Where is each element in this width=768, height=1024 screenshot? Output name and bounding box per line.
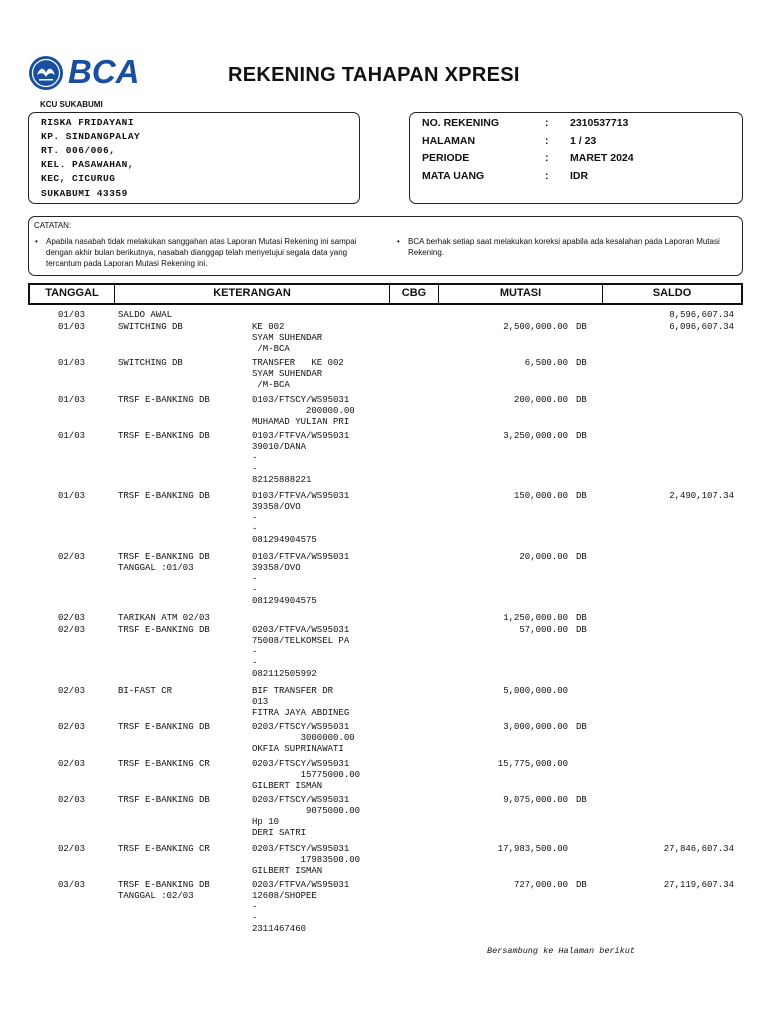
notes-title: CATATAN: <box>34 221 72 230</box>
transaction-date: 01/03 <box>58 491 86 501</box>
debit-flag: DB <box>576 395 587 405</box>
transaction-date: 03/03 <box>58 880 86 890</box>
note-text: BCA berhak setiap saat melakukan koreksi apabila ada kesalahan pada Laporan Mutasi Rekening. <box>408 237 720 257</box>
transaction-type: TARIKAN ATM 02/03 <box>118 613 210 623</box>
bca-wordmark: BCA <box>68 53 140 90</box>
transaction-date: 01/03 <box>58 322 86 332</box>
bullet-icon: • <box>397 237 400 246</box>
customer-address-box <box>28 112 360 204</box>
transaction-balance: 8,596,607.34 <box>669 310 734 320</box>
debit-flag: DB <box>576 795 587 805</box>
row-separator: : <box>545 152 549 164</box>
debit-flag: DB <box>576 491 587 501</box>
transaction-type: TRSF E-BANKING DB TANGGAL :02/03 <box>118 880 210 901</box>
page-number: 1 / 23 <box>570 135 597 147</box>
bca-logo-icon <box>28 55 64 91</box>
transaction-amount: 3,000,000.00 <box>503 722 568 732</box>
transaction-date: 02/03 <box>58 795 86 805</box>
account-info-box <box>409 112 743 204</box>
transaction-type: TRSF E-BANKING DB <box>118 795 210 805</box>
transaction-amount: 9,075,000.00 <box>503 795 568 805</box>
transaction-balance: 2,490,107.34 <box>669 491 734 501</box>
debit-flag: DB <box>576 613 587 623</box>
continued-note: Bersambung ke Halaman berikut <box>487 946 635 956</box>
transaction-amount: 57,000.00 <box>519 625 568 635</box>
address-line: KP. SINDANGPALAY <box>41 131 141 142</box>
table-header <box>28 283 743 305</box>
address-line: SUKABUMI 43359 <box>41 188 128 199</box>
transaction-detail: 0203/FTFVA/WS95031 12608/SHOPEE - - 2311467460 <box>252 880 350 934</box>
transaction-detail: 0203/FTSCY/WS95031 3000000.00 OKFIA SUPRINAWATI <box>252 722 355 754</box>
transaction-date: 02/03 <box>58 759 86 769</box>
row-label: NO. REKENING <box>422 117 500 129</box>
transaction-date: 01/03 <box>58 310 86 320</box>
row-label: HALAMAN <box>422 135 476 147</box>
statement-title: REKENING TAHAPAN XPRESI <box>228 64 520 86</box>
transaction-detail: BIF TRANSFER DR 013 FITRA JAYA ABDINEG <box>252 686 350 718</box>
period: MARET 2024 <box>570 152 634 164</box>
debit-flag: DB <box>576 431 587 441</box>
row-separator: : <box>545 135 549 147</box>
transaction-date: 01/03 <box>58 358 86 368</box>
transaction-type: TRSF E-BANKING DB <box>118 395 210 405</box>
transaction-amount: 200,000.00 <box>513 395 568 405</box>
transaction-type: BI-FAST CR <box>118 686 173 696</box>
debit-flag: DB <box>576 880 587 890</box>
customer-name: RISKA FRIDAYANI <box>41 117 135 128</box>
note-item <box>35 236 380 269</box>
column-header-balance: SALDO <box>652 287 692 299</box>
transaction-amount: 727,000.00 <box>513 880 568 890</box>
transaction-type: SWITCHING DB <box>118 322 183 332</box>
transaction-amount: 1,250,000.00 <box>503 613 568 623</box>
column-header-mutation: MUTASI <box>439 285 603 303</box>
transaction-detail: KE 002 SYAM SUHENDAR /M-BCA <box>252 322 323 354</box>
row-separator: : <box>545 117 549 129</box>
column-header-branch: CBG <box>390 285 439 303</box>
transaction-type: SWITCHING DB <box>118 358 183 368</box>
transaction-date: 01/03 <box>58 431 86 441</box>
transaction-detail: 0203/FTSCY/WS95031 17983500.00 GILBERT ISMAN <box>252 844 361 876</box>
row-label: PERIODE <box>422 152 470 164</box>
currency: IDR <box>570 170 589 182</box>
transaction-amount: 3,250,000.00 <box>503 431 568 441</box>
debit-flag: DB <box>576 625 587 635</box>
debit-flag: DB <box>576 358 587 368</box>
transaction-amount: 17,983,500.00 <box>497 844 568 854</box>
transaction-date: 02/03 <box>58 722 86 732</box>
debit-flag: DB <box>576 552 587 562</box>
transaction-amount: 20,000.00 <box>519 552 568 562</box>
transaction-amount: 15,775,000.00 <box>497 759 568 769</box>
transaction-detail: 0203/FTSCY/WS95031 15775000.00 GILBERT ISMAN <box>252 759 361 791</box>
account-number: 2310537713 <box>570 117 629 129</box>
transaction-amount: 2,500,000.00 <box>503 322 568 332</box>
transaction-detail: 0103/FTFVA/WS95031 39010/DANA - - 82125888221 <box>252 431 350 485</box>
transaction-date: 01/03 <box>58 395 86 405</box>
column-header-description: KETERANGAN <box>115 285 390 303</box>
transaction-detail: 0203/FTSCY/WS95031 9075000.00 Hp 10 DERI SATRI <box>252 795 361 838</box>
transaction-detail: 0103/FTFVA/WS95031 39358/OVO - - 081294904575 <box>252 491 350 545</box>
transaction-date: 02/03 <box>58 613 86 623</box>
transaction-detail: 0103/FTFVA/WS95031 39358/OVO - - 081294904575 <box>252 552 350 606</box>
transaction-date: 02/03 <box>58 625 86 635</box>
transaction-type: TRSF E-BANKING DB <box>118 722 210 732</box>
transaction-detail: TRANSFER KE 002 SYAM SUHENDAR /M-BCA <box>252 358 344 390</box>
transaction-type: TRSF E-BANKING DB <box>118 431 210 441</box>
notes-box <box>28 216 743 276</box>
note-text: Apabila nasabah tidak melakukan sanggahan atas Laporan Mutasi Rekening ini sampai dengan akhir bulan berikutnya, nasabah dianggap telah menyetujui segala data yang tercantum pada Laporan Mutasi Rekening ini. <box>46 237 357 268</box>
transaction-type: TRSF E-BANKING DB <box>118 625 210 635</box>
column-header-date: TANGGAL <box>30 285 115 303</box>
debit-flag: DB <box>576 722 587 732</box>
address-line: KEL. PASAWAHAN, <box>41 159 135 170</box>
transaction-type: TRSF E-BANKING CR <box>118 759 210 769</box>
transaction-type: TRSF E-BANKING DB TANGGAL :01/03 <box>118 552 210 573</box>
transaction-amount: 6,500.00 <box>524 358 568 368</box>
transaction-date: 02/03 <box>58 686 86 696</box>
transaction-amount: 5,000,000.00 <box>503 686 568 696</box>
address-line: KEC, CICURUG <box>41 173 116 184</box>
row-separator: : <box>545 170 549 182</box>
transaction-type: SALDO AWAL <box>118 310 173 320</box>
transaction-date: 02/03 <box>58 552 86 562</box>
row-label: MATA UANG <box>422 170 485 182</box>
address-line: RT. 006/006, <box>41 145 116 156</box>
bca-logo <box>28 55 146 91</box>
bullet-icon: • <box>35 237 38 246</box>
transaction-detail: 0203/FTFVA/WS95031 75008/TELKOMSEL PA - - 082112505992 <box>252 625 350 679</box>
transaction-balance: 27,119,607.34 <box>663 880 734 890</box>
branch-name: KCU SUKABUMI <box>40 100 103 109</box>
transaction-balance: 27,846,607.34 <box>663 844 734 854</box>
transaction-date: 02/03 <box>58 844 86 854</box>
note-item <box>397 236 739 258</box>
transaction-detail: 0103/FTSCY/WS95031 200000.00 MUHAMAD YULIAN PRI <box>252 395 355 427</box>
transaction-balance: 6,096,607.34 <box>669 322 734 332</box>
transaction-type: TRSF E-BANKING DB <box>118 491 210 501</box>
transaction-amount: 150,000.00 <box>513 491 568 501</box>
debit-flag: DB <box>576 322 587 332</box>
transaction-type: TRSF E-BANKING CR <box>118 844 210 854</box>
